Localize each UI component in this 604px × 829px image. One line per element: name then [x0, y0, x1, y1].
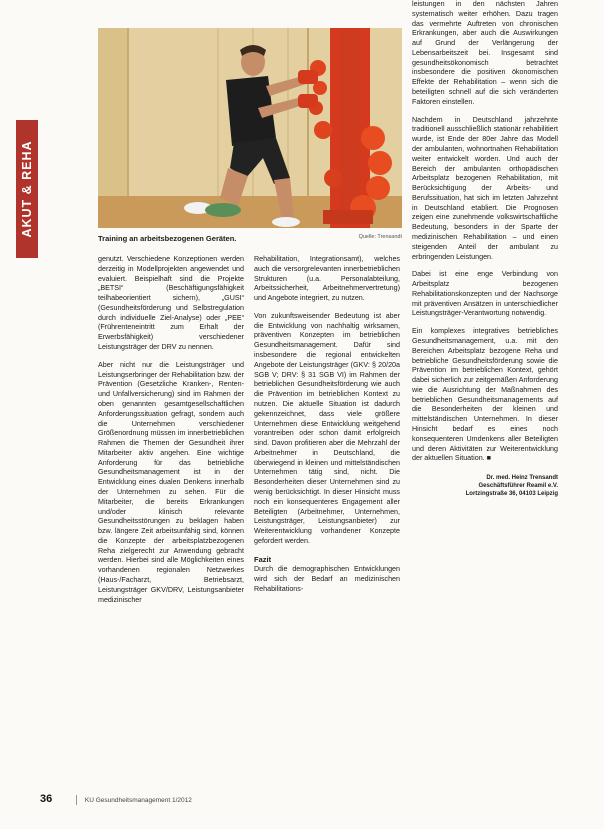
- author-role: Geschäftsführer Reamil e.V.: [478, 483, 558, 490]
- author-signature: [412, 474, 558, 498]
- section-tab: [16, 120, 38, 258]
- col3-paragraph: Dabei ist eine enge Verbindung von Arbeitsplatz bezogenen Rehabilitationskonzepten und der Nachsorge mit präventiven Ansätzen in unterschiedlicher Leistungsträger-Verantwortung notwendig.: [412, 270, 558, 318]
- col2-paragraph: Durch die demographischen Entwicklungen wird sich der Bedarf an medizinischen Rehabilitations-: [254, 565, 400, 593]
- col2-paragraph: Von zukunftsweisender Bedeutung ist aber die Entwicklung von nachhaltig wirksamen, präventiven Konzepten im betrieblichen Gesundheitsmanagement. Dafür sind insbesondere die regional entwickelten Angebote der Leistungsträger (GKV: § 20/20a SGB V; DRV: § 31 SGB VI) im Rahmen der betrieblichen Gesundheitsförderung wie auch die Prävention im betrieblichen Kontext zu nutzen. Die aktuelle Situation ist dadurch gekennzeichnet, dass viele größere Unternehmen diese Entwicklung weitgehend vorantreiben oder schon damit erfolgreich sind. Davon profitieren aber die Mehrzahl der Arbeitnehmer in Deutschland, die überwiegend in kleinen und mittelständischen Unternehmen tätig sind, nicht. Die Besonderheiten dieser Unternehmen sind zu wenig berücksichtigt. In dieser Hinsicht muss noch ein konsequenteres Engagement aller Beteiligten (Arbeitnehmer, Unternehmen, Leistungsträger, Leistungsanbieter) zur Weiterentwicklung vorhandener Konzepte gefordert werden.: [254, 311, 400, 545]
- section-tab-label: AKUT & REHA: [20, 140, 34, 238]
- fazit-heading: Fazit: [254, 554, 272, 564]
- text-column-3: [412, 0, 558, 498]
- author-name: Dr. med. Heinz Trensandt: [486, 475, 558, 482]
- figure-credit: Quelle: Trensandt: [358, 234, 402, 240]
- text-column-2: [254, 255, 400, 603]
- col1-paragraph: Aber nicht nur die Leistungsträger und Leistungserbringer der Rehabilitation bzw. der Prävention (Gesetzliche Kranken-, Renten- und Unfallversicherung) sind im Rahmen der oben genannten gesamtgesellschaftlichen Anforderungssituation gefragt, sondern auch die Unternehmen verschiedener Größenordnung müssen im innerbetrieblichen Rahmen die Themen der Gesundheit ihrer Mitarbeiter aktiv angehen. Eine wichtige Anforderung für das betriebliche Gesundheitsmanagement ist in der Entwicklung eines dualen Denkens innerhalb der Unternehmen zu sehen. Für die Mitarbeiter, die bereits Erkrankungen und/oder klinisch relevante Gesundheitsstörungen zu beklagen haben bzw. längere Zeit arbeitsunfähig sind, können die Konzepte der arbeitsplatzbezogenen Reha zielgerecht zur Anwendung gebracht werden. Hierbei sind alle Möglichkeiten eines vorhandenen regionalen Netzwerkes (Haus-/Facharzt, Betriebsarzt, Leistungsträger GKV/DRV, Leistungsanbieter medizinischer: [98, 360, 244, 604]
- col3-paragraph: leistungen in den nächsten Jahren systematisch weiter erhöhen. Dazu tragen das vermehrte Auftreten von chronischen Erkrankungen, aber auch die Auswirkungen auf Grund der Verlängerung der Lebensarbeitszeit bei. Insgesamt sind gesundheitsökonomisch betrachtet insbesondere die positiven ökonomischen Effekte der Rehabilitation – wenn sich die beteiligten schnell auf die sich veränderten Faktoren einstellen.: [412, 0, 558, 106]
- col3-paragraph: Ein komplexes integratives betriebliches Gesundheitsmanagement, u.a. mit den Bereichen Arbeitsplatz bezogene Reha und betriebliche Gesundheitsförderung sowie die Prävention im betrieblichen Kontext, gehört dabei sicherlich zur zeitgemäßen Anforderung wie die Ausrichtung der Maßnahmen des betrieblichen Gesundheitsmanagements auf die Besonderheiten der kleinen und mittelständischen Unternehmen. In dieser Hinsicht bedarf es eines noch konsequenteren Umdenkens aller Beteiligten und deren Aktivitäten zur Weiterentwicklung der aktuellen Situation. ■: [412, 327, 558, 463]
- figure-caption-row: [98, 234, 402, 243]
- journal-name: KU Gesundheitsmanagement 1/2012: [84, 797, 192, 804]
- page-number: 36: [40, 793, 53, 805]
- article-photo: [98, 28, 402, 228]
- page-footer: [40, 793, 192, 805]
- col3-paragraph: Nachdem in Deutschland jahrzehnte traditionell ausschließlich stationär rehabilitiert wurde, ist Ende der 80er Jahre das Modell der ambulanten, wohnortnahen Rehabilitation weiter entwickelt worden. Und auch der Bereich der ambulanten orthopädischen Arbeitsplatz bezogenen Rehabilitation, mit Berücksichtigung der Arbeits- und Berufssituation, hat sich im letzten Jahrzehnt in Deutschland etabliert. Die Prognosen zeigen eine zunehmende volkswirtschaftliche Bedeutung, besonders in der Sparte der medizinischen Rehabilitation – und einen steigenden Anteil der ambulant zu erbringenden Leistungen.: [412, 115, 558, 261]
- col2-paragraph: Rehabilitation, Integrationsamt), welches auch die versorgrelevanten innerbetrieblichen Strukturen (u.a. Personalabteilung, Arbeitssicherheit, Arbeitnehmervertretung) und Angebote integriert, zu nutzen.: [254, 255, 400, 303]
- author-address: Lortzingstraße 36, 04103 Leipzig: [465, 491, 558, 498]
- col1-paragraph: genutzt. Verschiedene Konzeptionen werden derzeitig in Modellprojekten angewendet und evaluiert. Beispielhaft sind die Projekte „BETSI“ (Beschäftigungsfähigkeit teilhabeorientiert sichern), „GUSI“ (Gesundheitsförderung und Selbstregulation durch individuelle Ziel-Analyse) oder „PEE“ (Frührenteneintritt zum Erhalt der Erwerbsfähigkeit) verschiedener Leistungsträger der DRV zu nennen.: [98, 255, 244, 352]
- figure-caption: Training an arbeitsbezogenen Geräten.: [98, 234, 237, 243]
- footer-divider: [76, 795, 77, 805]
- text-column-1: [98, 255, 244, 613]
- training-photo-illustration: [98, 28, 402, 228]
